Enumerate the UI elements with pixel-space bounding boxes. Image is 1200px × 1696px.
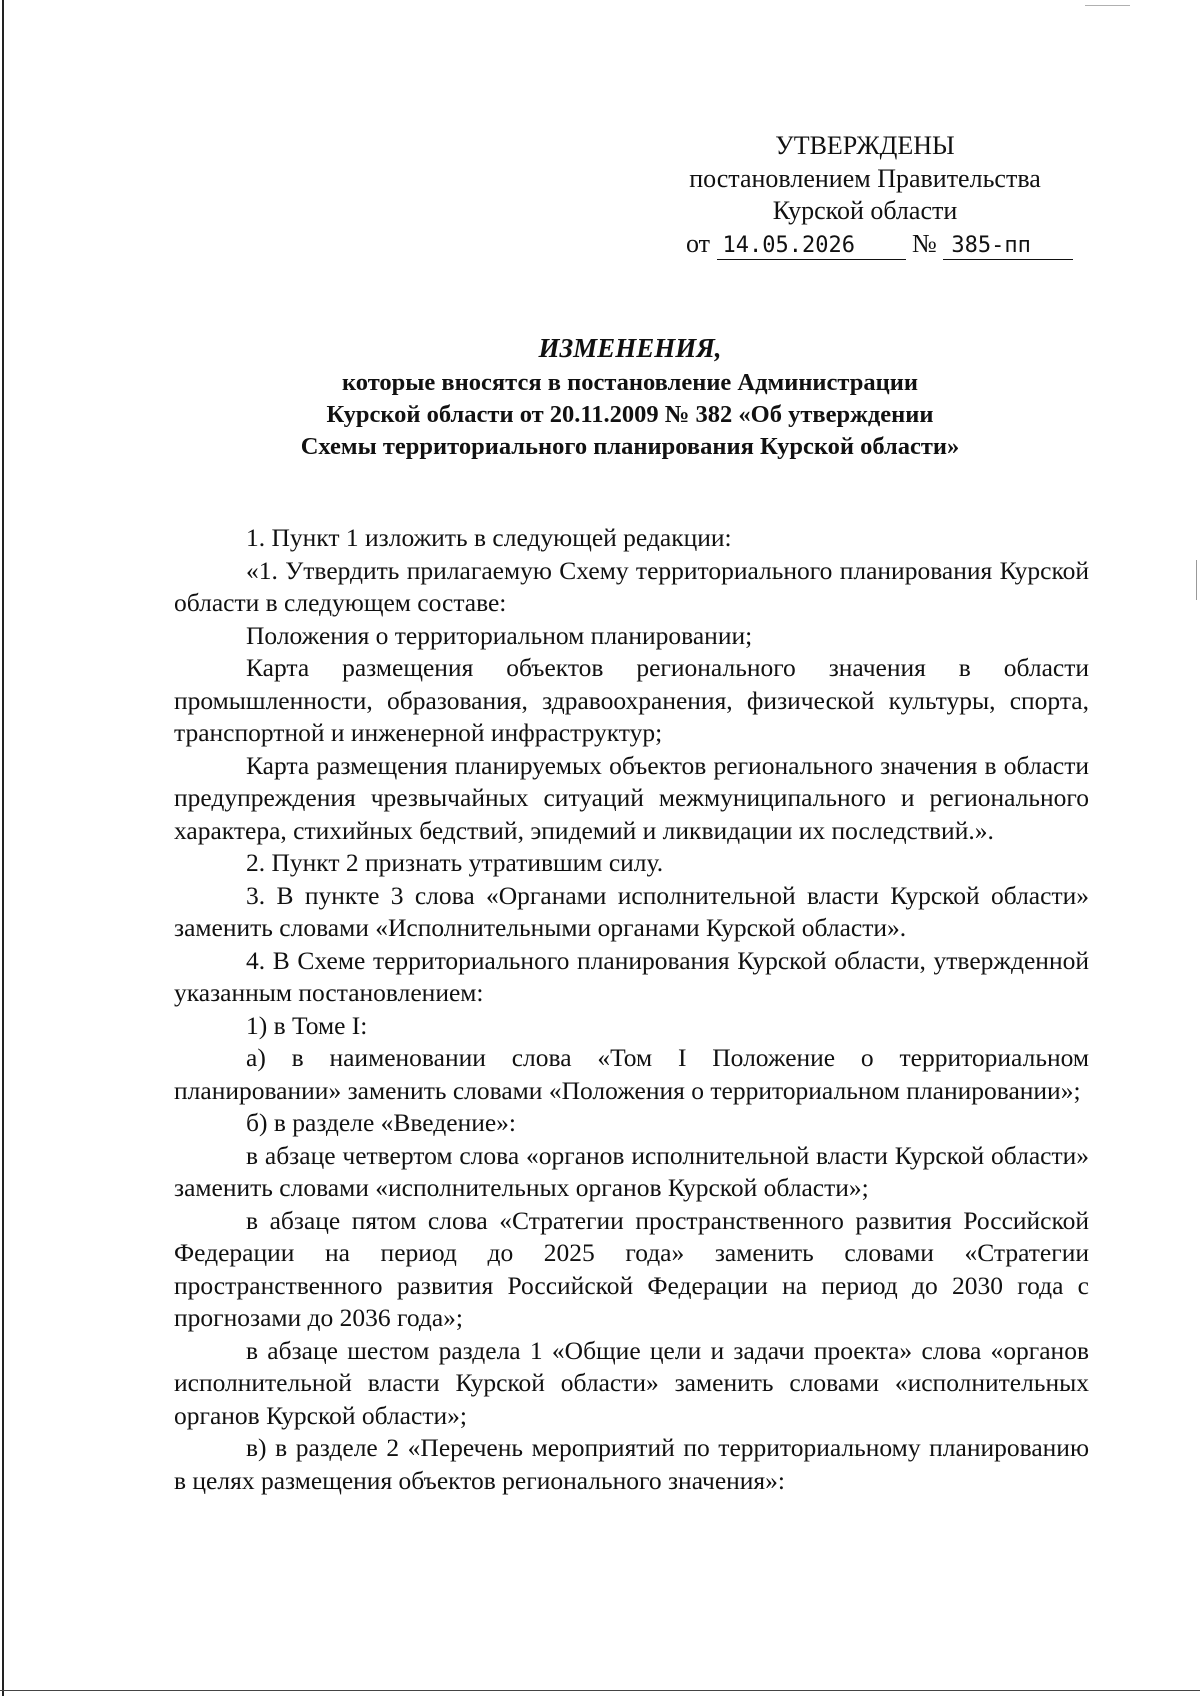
paragraph-9: 1) в Томе I: — [246, 1010, 368, 1040]
paragraph-11: б) в разделе «Введение»: — [246, 1108, 517, 1137]
date-prefix: от — [686, 228, 711, 258]
approval-heading: УТВЕРЖДЕНЫ — [775, 131, 955, 160]
paragraph-2: «1. Утвердить прилагаемую Схему территориального планирования Курской области в следующем составе: — [174, 555, 1089, 617]
paragraph-6: 2. Пункт 2 признать утратившим силу. — [246, 848, 664, 877]
approval-stamp-block — [640, 130, 1090, 260]
approval-date-field: 14.05.2026 — [717, 233, 906, 260]
document-subtitle-line-1: которые вносятся в постановление Администрации — [341, 369, 918, 396]
approval-issuer: постановлением Правительства — [689, 163, 1041, 193]
paragraph-10: а) в наименовании слова «Том I Положение о территориальном планировании» заменить словами «Положения о территориальном планировании»; — [174, 1043, 1089, 1105]
paragraph-1: 1. Пункт 1 изложить в следующей редакции: — [246, 523, 732, 552]
paragraph-5: Карта размещения планируемых объектов регионального значения в области предупреждения чрезвычайных ситуаций межмуниципального и регионального характера, стихийных бедствий, эпидемий и ликвидации их последствий.». — [174, 750, 1089, 845]
scan-corner-mark — [1085, 5, 1130, 6]
paragraph-7: 3. В пункте 3 слова «Органами исполнительной власти Курской области» заменить словами «Исполнительными органами Курской области». — [174, 880, 1089, 942]
scan-edge-right-mark — [1196, 560, 1197, 600]
number-sign: № — [912, 228, 937, 258]
approval-date-number-line — [640, 228, 1090, 261]
paragraph-4: Карта размещения объектов регионального значения в области промышленности, образования, здравоохранения, физической культуры, спорта, транспортной и инженерной инфраструктур; — [174, 653, 1089, 747]
paragraph-14: в абзаце шестом раздела 1 «Общие цели и задачи проекта» слова «органов исполнительной власти Курской области» заменить словами «исполнительных органов Курской области»; — [174, 1335, 1089, 1430]
document-subtitle-line-3: Схемы территориального планирования Курской области» — [300, 433, 960, 460]
paragraph-12: в абзаце четвертом слова «органов исполнительной власти Курской области» заменить словами «исполнительных органов Курской области»; — [174, 1140, 1089, 1202]
paragraph-15: в) в разделе 2 «Перечень мероприятий по территориальному планированию в целях размещения объектов регионального значения»: — [174, 1433, 1089, 1495]
approval-number-field: 385-пп — [943, 233, 1073, 260]
document-title-block — [180, 332, 1080, 463]
scan-edge-left — [2, 0, 4, 1696]
approval-region: Курской области — [772, 196, 958, 225]
paragraph-13: в абзаце пятом слова «Стратегии пространственного развития Российской Федерации на период до 2025 года» заменить словами «Стратегии пространственного развития Российской Федерации на период до 2030 года с прогнозами до 2036 года»; — [174, 1205, 1089, 1332]
document-body — [174, 522, 1089, 1497]
scan-edge-bottom — [0, 1690, 1200, 1691]
paragraph-3: Положения о территориальном планировании; — [246, 620, 753, 650]
paragraph-8: 4. В Схеме территориального планирования Курской области, утвержденной указанным постановлением: — [174, 945, 1089, 1007]
document-subtitle-line-2: Курской области от 20.11.2009 № 382 «Об утверждении — [326, 401, 934, 428]
document-title: ИЗМЕНЕНИЯ, — [538, 333, 722, 363]
